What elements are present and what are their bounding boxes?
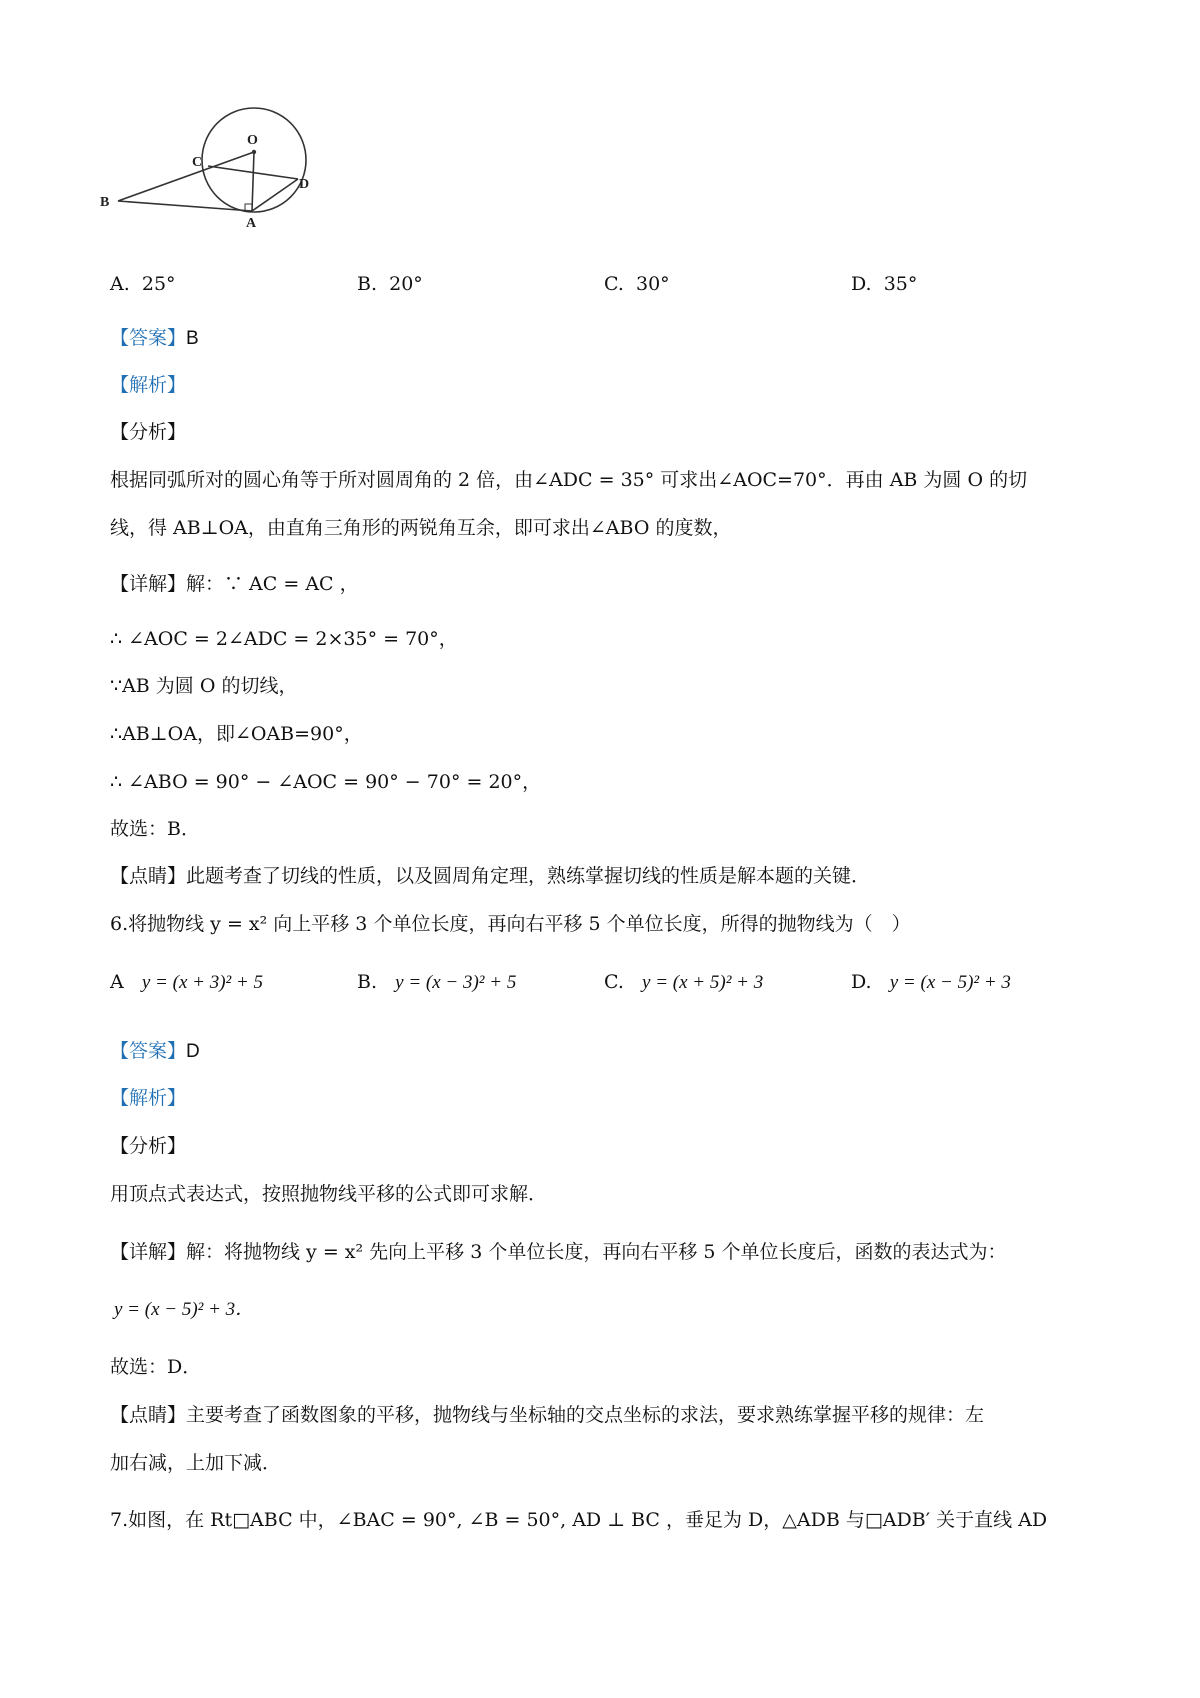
q5-fenxi-tag: 【分析】 — [110, 421, 187, 443]
q6-dianjing-line2: 加右减，上加下减． — [110, 1452, 282, 1474]
circle-tangent-diagram — [100, 100, 360, 260]
xiangjie-tag: 【详解】 — [110, 1241, 187, 1263]
q5-choose: 故选：B． — [110, 818, 200, 840]
q5-option-a: A. 25° — [110, 273, 176, 295]
segment-bc — [118, 152, 254, 201]
q6-xiangjie-line2: y = (x − 5)² + 3． — [114, 1299, 255, 1320]
segment-ad — [252, 179, 298, 211]
q5-fenxi-line2: 线，得 AB⊥OA，由直角三角形的两锐角互余，即可求出∠ABO 的度数， — [110, 517, 732, 539]
label-d: D — [299, 177, 310, 192]
answer-value: D — [186, 1041, 200, 1062]
q6-jiexi-tag: 【解析】 — [110, 1087, 187, 1109]
answer-tag: 【答案】 — [110, 327, 187, 349]
q5-option-d: D. 35° — [851, 273, 918, 295]
q6-stem: 6.将抛物线 y = x² 向上平移 3 个单位长度，再向右平移 5 个单位长度，所得的抛物线为（ ） — [110, 913, 911, 935]
q6-xiangjie: 【详解】解：将抛物线 y = x² 先向上平移 3 个单位长度，再向右平移 5 个单位长度后，函数的表达式为： — [110, 1241, 1007, 1263]
q5-option-b: B. 20° — [357, 273, 423, 295]
segment-oa — [252, 152, 254, 211]
xiangjie-tag: 【详解】 — [110, 573, 187, 595]
q5-step4: ∴ ∠ABO = 90° − ∠AOC = 90° − 70° = 20°， — [110, 771, 542, 793]
dianjing-tag: 【点睛】 — [110, 1404, 187, 1426]
label-a: A — [246, 216, 257, 231]
label-c: C — [192, 155, 203, 170]
answer-value: B — [186, 328, 199, 349]
q7-stem: 7.如图，在 Rt□ABC 中，∠BAC = 90°, ∠B = 50°, AD ⊥ BC ，垂足为 D，△ADB 与□ADB′ 关于直线 AD — [110, 1509, 1048, 1531]
q5-jiexi-tag: 【解析】 — [110, 374, 187, 396]
label-o: O — [247, 133, 258, 148]
answer-tag: 【答案】 — [110, 1040, 187, 1062]
q6-option-a: A y = (x + 3)² + 5 — [110, 971, 264, 993]
q6-choose: 故选：D． — [110, 1356, 202, 1378]
q5-dianjing: 【点睛】此题考查了切线的性质，以及圆周角定理，熟练掌握切线的性质是解本题的关键． — [110, 865, 871, 887]
q5-fenxi-line1: 根据同弧所对的圆心角等于所对圆周角的 2 倍，由∠ADC = 35° 可求出∠AOC=70°．再由 AB 为圆 O 的切 — [110, 469, 1028, 491]
q6-answer — [110, 1037, 200, 1066]
q5-step3: ∴AB⊥OA，即∠OAB=90°， — [110, 723, 363, 745]
q5-answer — [110, 324, 199, 353]
q5-step2: ∵AB 为圆 O 的切线， — [110, 675, 298, 697]
q5-xiangjie: 【详解】解：∵ AC = AC ， — [110, 573, 359, 595]
center-point — [252, 150, 256, 154]
q6-fenxi: 用顶点式表达式，按照抛物线平移的公式即可求解． — [110, 1183, 548, 1205]
q6-option-c: C. y = (x + 5)² + 3 — [604, 971, 764, 993]
q5-step1: ∴ ∠AOC = 2∠ADC = 2×35° = 70°， — [110, 628, 458, 650]
q6-fenxi-tag: 【分析】 — [110, 1135, 187, 1157]
q6-option-d: D. y = (x − 5)² + 3 — [851, 971, 1011, 993]
q6-dianjing-line1: 【点睛】主要考查了函数图象的平移，抛物线与坐标轴的交点坐标的求法，要求熟练掌握平移的规律：左 — [110, 1404, 985, 1426]
q6-option-b: B. y = (x − 3)² + 5 — [357, 971, 517, 993]
label-b: B — [100, 195, 110, 210]
q5-option-c: C. 30° — [604, 273, 670, 295]
segment-ba — [118, 201, 252, 211]
dianjing-tag: 【点睛】 — [110, 865, 187, 887]
